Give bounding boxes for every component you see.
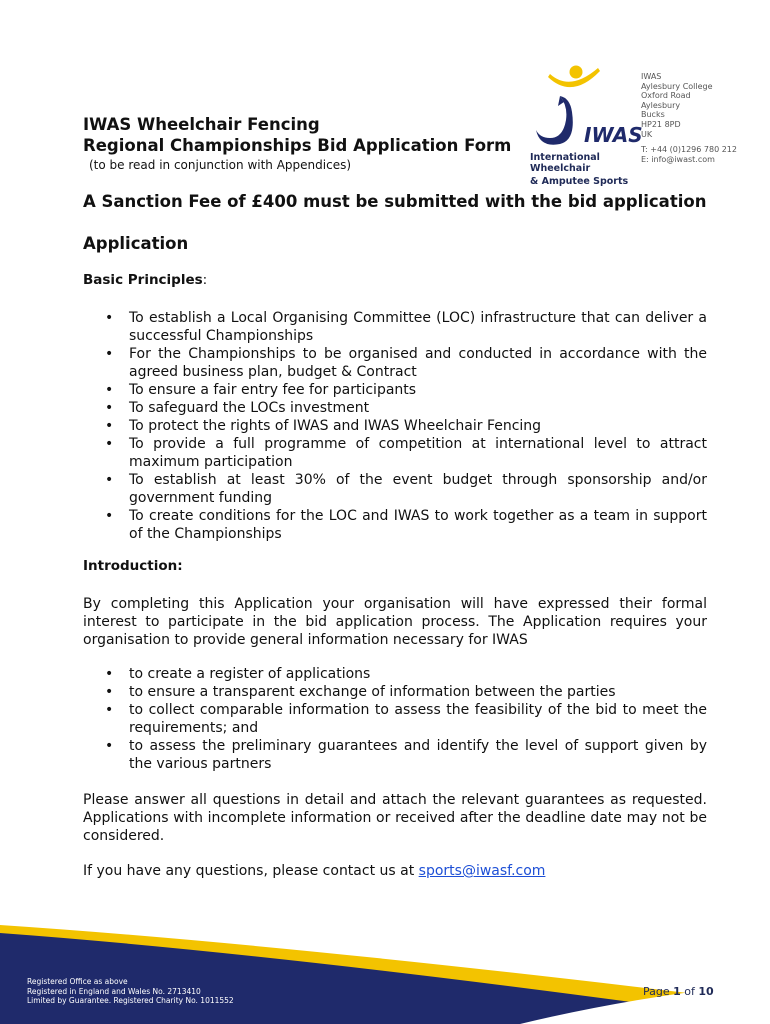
- list-item: • To safeguard the LOCs investment: [83, 399, 707, 417]
- address-phone: T: +44 (0)1296 780 212: [641, 145, 737, 155]
- footer-line3: Limited by Guarantee. Registered Charity No. 1011552: [27, 996, 234, 1005]
- list-item: • to collect comparable information to assess the feasibility of the bid to meet the requirements; and: [83, 701, 707, 737]
- title-block: [83, 114, 511, 172]
- closing-paragraph: Please answer all questions in detail and attach the relevant guarantees as requested. Applications with incomplete information or received after the deadline date may not be considered.: [83, 792, 707, 844]
- list-item: • to create a register of applications: [83, 665, 707, 683]
- logo-org-line2: & Amputee Sports: [530, 176, 629, 187]
- footer-line1: Registered Office as above: [27, 977, 128, 986]
- footer-registration: [27, 977, 234, 1006]
- address-line: Aylesbury: [641, 100, 681, 110]
- sanction-notice: A Sanction Fee of £400 must be submitted with the bid application: [83, 192, 707, 211]
- footer-line2: Registered in England and Wales No. 2713410: [27, 986, 201, 996]
- address-line: HP21 8PD: [641, 119, 681, 129]
- address-block: [641, 72, 737, 164]
- basic-principles-label: [83, 272, 707, 288]
- document-title-line2: Regional Championships Bid Application Form: [83, 136, 512, 155]
- basic-principles-list: [83, 309, 707, 543]
- page-total: 10: [698, 985, 714, 998]
- list-item: • to ensure a transparent exchange of information between the parties: [83, 683, 707, 701]
- basic-principles-colon: :: [202, 272, 208, 288]
- introduction-paragraph: By completing this Application your organisation will have expressed their formal interest to participate in the bid application process. The Application requires your organisation to provide general information necessary for IWAS: [83, 596, 707, 648]
- page-number: [643, 985, 714, 998]
- list-item: • To establish at least 30% of the event budget through sponsorship and/or government funding: [83, 471, 707, 507]
- introduction-label: Introduction:: [83, 558, 183, 574]
- contact-prefix: If you have any questions, please contact us at: [83, 863, 419, 879]
- footer-wave: [0, 925, 770, 1024]
- logo-body-shape: [536, 96, 573, 145]
- basic-principles-title: Basic Principles: [83, 272, 203, 288]
- address-line: Oxford Road: [641, 91, 691, 101]
- application-heading: Application: [83, 234, 189, 253]
- iwas-logo-icon: [530, 62, 643, 150]
- document-subtitle: (to be read in conjunction with Appendices): [89, 158, 352, 172]
- list-item: • For the Championships to be organised and conducted in accordance with the agreed business plan, budget & Contract: [83, 345, 707, 381]
- address-email: E: info@iwast.com: [641, 154, 715, 164]
- logo-head-shape: [570, 66, 583, 79]
- address-line: Bucks: [641, 110, 665, 120]
- logo-wordmark: IWAS: [584, 123, 643, 147]
- list-item: • To establish a Local Organising Committee (LOC) infrastructure that can deliver a successful Championships: [83, 309, 707, 345]
- list-item: • To create conditions for the LOC and IWAS to work together as a team in support of the Championships: [83, 507, 707, 543]
- contact-paragraph: [83, 862, 707, 880]
- introduction-list: [83, 665, 707, 773]
- list-item: • To protect the rights of IWAS and IWAS Wheelchair Fencing: [83, 417, 707, 435]
- list-item: • To provide a full programme of competition at international level to attract maximum participation: [83, 435, 707, 471]
- address-line: UK: [641, 129, 653, 139]
- contact-email-link[interactable]: sports@iwasf.com: [418, 863, 546, 879]
- iwas-logo: [530, 62, 643, 187]
- page-current: 1: [673, 985, 681, 998]
- document-title-line1: IWAS Wheelchair Fencing: [83, 115, 320, 134]
- page-of: of: [680, 985, 699, 998]
- page-prefix: Page: [643, 985, 674, 998]
- list-item: • to assess the preliminary guarantees and identify the level of support given by the various partners: [83, 737, 707, 773]
- address-line: IWAS: [641, 72, 662, 81]
- list-item: • To ensure a fair entry fee for participants: [83, 381, 707, 399]
- logo-org-line1: International Wheelchair: [530, 152, 600, 174]
- address-line: Aylesbury College: [641, 81, 713, 91]
